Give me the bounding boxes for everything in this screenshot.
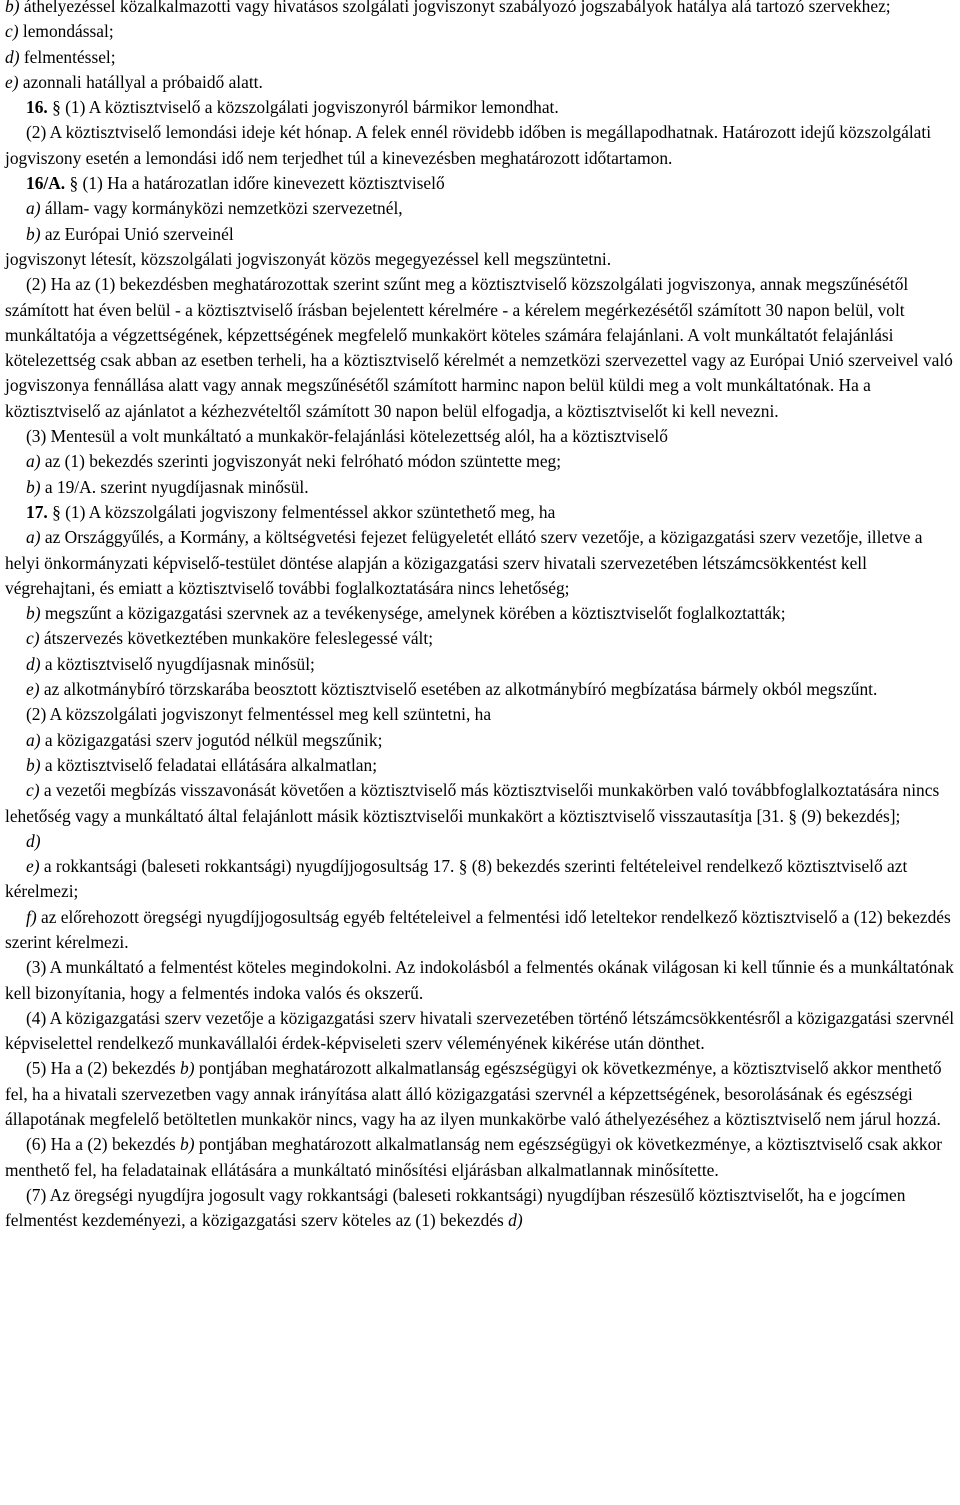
paragraph-text: § (1) Ha a határozatlan időre kinevezett köztisztviselő xyxy=(65,173,445,194)
paragraph-text: állam- vagy kormányközi nemzetközi szervezetnél, xyxy=(40,198,403,219)
paragraph-text: (4) A közigazgatási szerv vezetője a közigazgatási szerv hivatali szervezetében történő létszámcsökkentésről a közigazgatási szervnél képviselettel rendelkező munkavállalói érdek-képviseleti szerv véleményének kikérése után dönthet. xyxy=(5,1007,955,1054)
section-number: 16. xyxy=(26,97,48,118)
list-marker: a) xyxy=(26,729,41,750)
paragraph-text: átszervezés következtében munkaköre feleslegessé vált; xyxy=(39,628,434,649)
paragraph xyxy=(5,626,957,651)
paragraph-text: megszűnt a közigazgatási szervnek az a tevékenysége, amelynek körében a köztisztviselőt foglalkoztatták; xyxy=(40,603,786,624)
list-marker: c) xyxy=(26,628,40,649)
paragraph xyxy=(5,525,957,601)
section-number: 17. xyxy=(26,501,48,522)
list-marker: a) xyxy=(26,451,41,472)
paragraph-text: az (1) bekezdés szerinti jogviszonyát neki felróható módon szüntette meg; xyxy=(40,451,562,472)
paragraph xyxy=(5,95,957,120)
paragraph xyxy=(5,677,957,702)
paragraph-text: a vezetői megbízás visszavonását követően a köztisztviselő más köztisztviselői munkakörben való továbbfoglalkoztatására nincs lehetőség vagy a munkáltató által felajánlott másik köztisztviselői munkakört a köztisztviselő visszautasítja [31. § (9) bekezdés]; xyxy=(5,780,940,826)
paragraph xyxy=(5,753,957,778)
list-marker: c) xyxy=(5,21,19,42)
paragraph-text: az előrehozott öregségi nyugdíjjogosultság egyéb feltételeivel a felmentési idő leteltekor rendelkező köztisztviselő a (12) bekezdés szerint kérelmezi. xyxy=(5,906,951,952)
list-marker: b) xyxy=(180,1058,195,1079)
paragraph-text: pontjában meghatározott alkalmatlanság egészségügyi ok következménye, a köztisztviselő akkor menthető fel, ha a hivatali szervezetben vagy annak irányítása alatt álló közigazgatási szervnél a képzettségének, besorolásának és egészségi állapotának megfelelő betöltetlen munkakör nincs, vagy ha az ilyen munkakörbe való áthelyezéséhez a köztisztviselő nem járul hozzá. xyxy=(5,1058,942,1130)
list-marker: d) xyxy=(5,46,20,67)
paragraph-text: (6) Ha a (2) bekezdés xyxy=(26,1134,181,1155)
paragraph xyxy=(5,475,957,500)
paragraph xyxy=(5,728,957,753)
paragraph xyxy=(5,70,957,95)
paragraph xyxy=(5,449,957,474)
paragraph xyxy=(5,778,957,829)
paragraph-text: (3) A munkáltató a felmentést köteles megindokolni. Az indokolásból a felmentés okának világosan ki kell tűnnie és a munkáltatónak kell bizonyítania, hogy a felmentés indoka valós és okszerű. xyxy=(5,957,954,1003)
paragraph-text: a közigazgatási szerv jogutód nélkül megszűnik; xyxy=(40,729,383,750)
list-marker: c) xyxy=(26,780,40,801)
paragraph xyxy=(5,19,957,44)
paragraph xyxy=(5,272,957,424)
paragraph-text: az Európai Unió szerveinél xyxy=(40,223,234,244)
paragraph xyxy=(5,500,957,525)
paragraph-text: (2) A köztisztviselő lemondási ideje két hónap. A felek ennél rövidebb időben is megállapodhatnak. Határozott idejű közszolgálati jogviszony esetén a lemondási idő nem terjedhet túl a kinevezésben meghatározott időtartamon. xyxy=(5,122,932,168)
paragraph xyxy=(5,1183,957,1234)
list-marker: b) xyxy=(180,1134,195,1155)
list-marker: d) xyxy=(26,830,41,851)
list-marker: e) xyxy=(5,71,19,92)
list-marker: a) xyxy=(26,527,41,548)
paragraph xyxy=(5,702,957,727)
paragraph-text: azonnali hatállyal a próbaidő alatt. xyxy=(18,71,263,92)
paragraph xyxy=(5,424,957,449)
paragraph-text: pontjában meghatározott alkalmatlanság nem egészségügyi ok következménye, a köztisztviselő csak akkor menthető fel, ha feladatainak ellátására a munkáltató minősítési eljárásban alkalmatlannak minősítette. xyxy=(5,1134,943,1180)
paragraph-text: (2) A közszolgálati jogviszonyt felmentéssel meg kell szüntetni, ha xyxy=(26,704,492,725)
paragraph-text: felmentéssel; xyxy=(19,46,116,67)
paragraph xyxy=(5,955,957,1006)
paragraph xyxy=(5,196,957,221)
paragraph-text: a köztisztviselő nyugdíjasnak minősül; xyxy=(40,653,315,674)
list-marker: f) xyxy=(26,906,37,927)
list-marker: b) xyxy=(5,0,20,16)
paragraph-text: a rokkantsági (baleseti rokkantsági) nyugdíjjogosultság 17. § (8) bekezdés szerinti feltételeivel rendelkező köztisztviselő azt kérelmezi; xyxy=(5,856,908,902)
list-marker: a) xyxy=(26,198,41,219)
paragraph-text: (5) Ha a (2) bekezdés xyxy=(26,1058,181,1079)
paragraph xyxy=(5,601,957,626)
paragraph-text: a köztisztviselő feladatai ellátására alkalmatlan; xyxy=(40,754,378,775)
paragraph-text: (7) Az öregségi nyugdíjra jogosult vagy rokkantsági (baleseti rokkantsági) nyugdíjban részesülő köztisztviselőt, ha e jogcímen felmentést kezdeményezi, a közigazgatási szerv köteles az (1) bekezdés xyxy=(5,1184,906,1231)
paragraph xyxy=(5,45,957,70)
paragraph-text: (2) Ha az (1) bekezdésben meghatározottak szerint szűnt meg a köztisztviselő közszolgálati jogviszonya, annak megszűnésétől számított hat éven belül - a köztisztviselő írásban bejelentett kérelmére - a kérelem megérkezésétől számított 30 napon belül, volt munkáltatója a végzettségének, képzettségének megfelelő munkakört köteles számára felajánlani. A volt munkáltatót felajánlási kötelezettség csak abban az esetben terheli, ha a köztisztviselő kérelmét a nemzetközi szervezettel vagy az Európai Unió szerveivel való jogviszonya fennállása alatt vagy annak megszűnésétől számított harminc napon belül küldi meg a volt munkáltatónak. Ha a köztisztviselő az ajánlatot a kézhezvételtől számított 30 napon belül elfogadja, a köztisztviselőt ki kell nevezni. xyxy=(5,274,953,421)
list-marker: b) xyxy=(26,223,41,244)
paragraph xyxy=(5,829,957,854)
paragraph xyxy=(5,0,957,19)
paragraph-text: jogviszonyt létesít, közszolgálati jogviszonyát közös megegyezéssel kell megszüntetni. xyxy=(5,248,612,269)
paragraph-text: az alkotmánybíró törzskarába beosztott köztisztviselő esetében az alkotmánybíró megbízatása bármely okból megszűnt. xyxy=(39,679,878,700)
paragraph xyxy=(5,1056,957,1132)
paragraph-text: (3) Mentesül a volt munkáltató a munkakör-felajánlási kötelezettség alól, ha a köztisztviselő xyxy=(26,426,668,447)
paragraph xyxy=(5,652,957,677)
list-marker: b) xyxy=(26,603,41,624)
paragraph xyxy=(5,247,957,272)
paragraph-text: § (1) A közszolgálati jogviszony felmentéssel akkor szüntethető meg, ha xyxy=(47,501,556,522)
paragraph xyxy=(5,222,957,247)
paragraph-text: a 19/A. szerint nyugdíjasnak minősül. xyxy=(40,476,309,497)
list-marker: d) xyxy=(26,653,41,674)
paragraph-text: áthelyezéssel közalkalmazotti vagy hivatásos szolgálati jogviszonyt szabályozó jogszabályok hatálya alá tartozó szervekhez; xyxy=(19,0,891,16)
paragraph xyxy=(5,905,957,956)
paragraph-text: az Országgyűlés, a Kormány, a költségvetési fejezet felügyeletét ellátó szerv vezetője, a közigazgatási szerv vezetője, illetve a helyi önkormányzati képviselő-testület döntése alapján a közigazgatási szerv hivatali szervezetében létszámcsökkentést kell végrehajtani, és emiatt a köztisztviselő további foglalkoztatására nincs lehetőség; xyxy=(5,527,923,598)
paragraph xyxy=(5,1006,957,1057)
paragraph xyxy=(5,854,957,905)
paragraph-text: lemondással; xyxy=(18,21,114,42)
list-marker: d) xyxy=(508,1210,523,1231)
list-marker: b) xyxy=(26,476,41,497)
list-marker: b) xyxy=(26,754,41,775)
section-number: 16/A. xyxy=(26,173,66,194)
paragraph xyxy=(5,171,957,196)
paragraph xyxy=(5,120,957,171)
list-marker: e) xyxy=(26,679,40,700)
list-marker: e) xyxy=(26,856,40,877)
paragraph xyxy=(5,1132,957,1183)
paragraph-text: § (1) A köztisztviselő a közszolgálati jogviszonyról bármikor lemondhat. xyxy=(47,97,559,118)
